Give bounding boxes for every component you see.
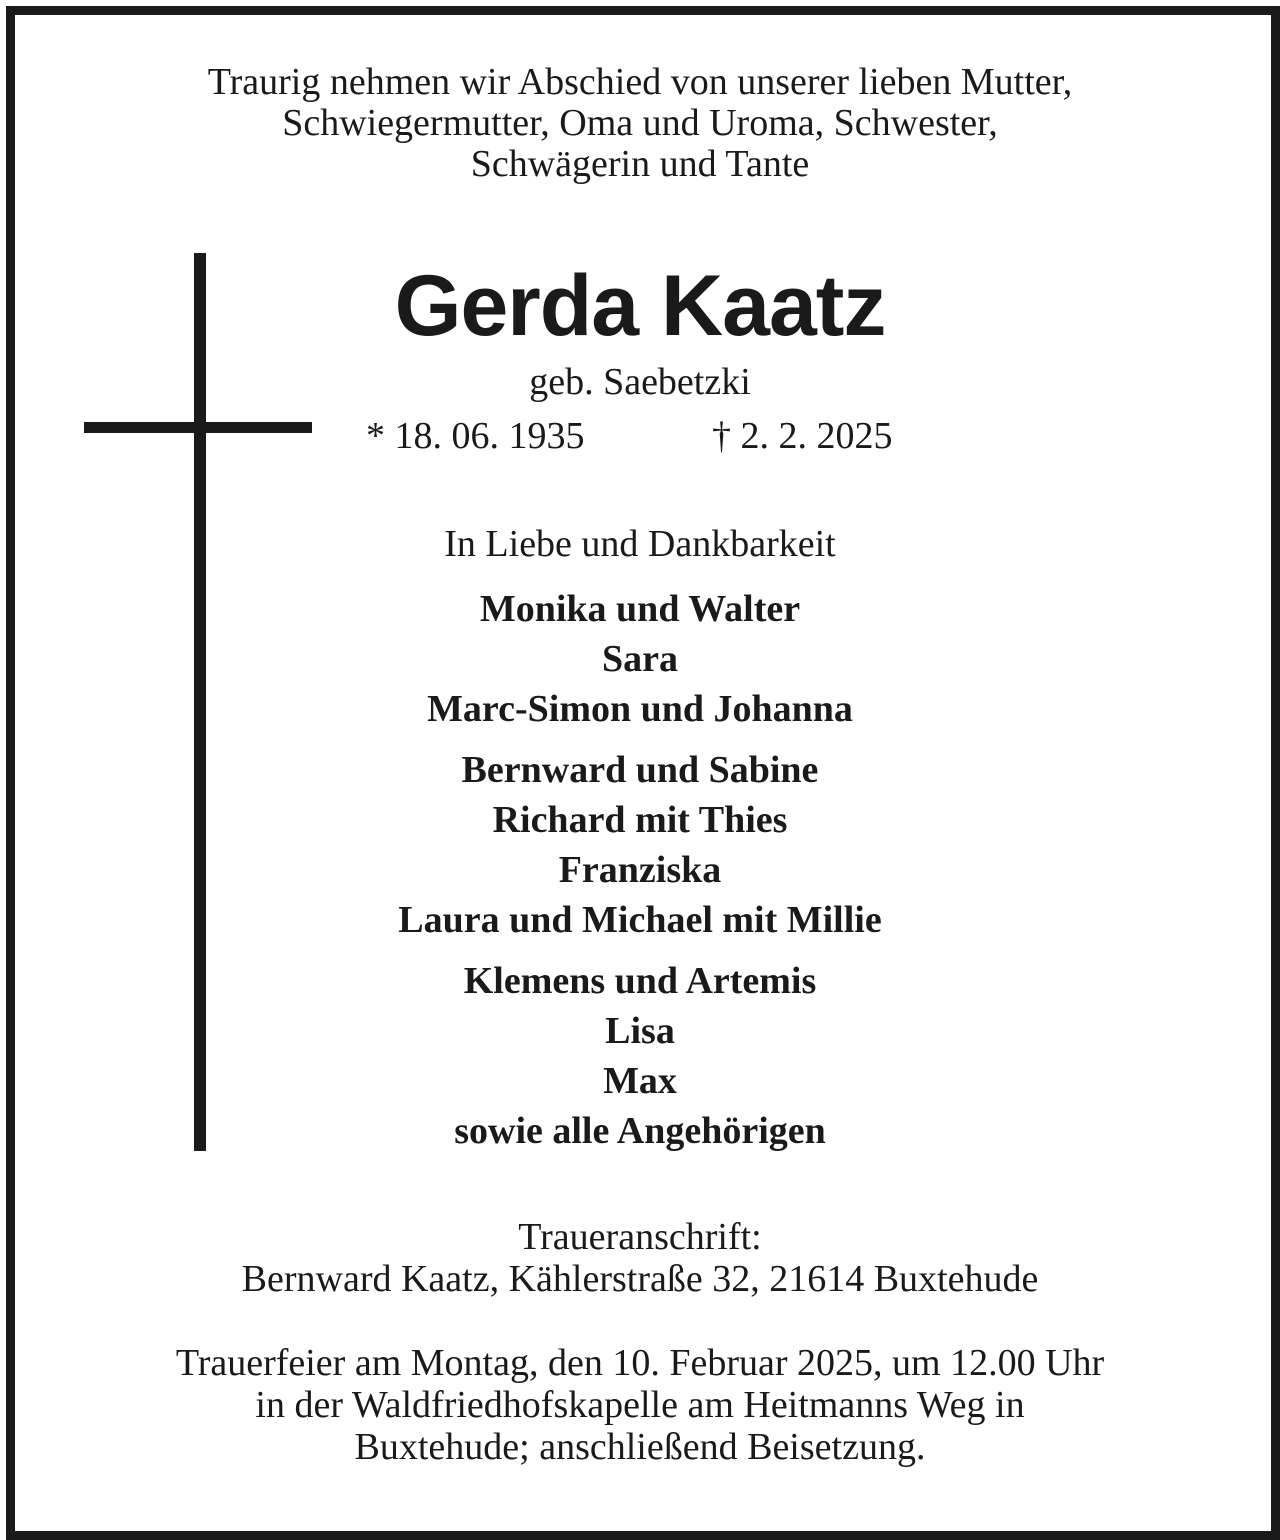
mourner-name: Sara	[602, 638, 678, 680]
mourner-name: Richard mit Thies	[492, 799, 788, 841]
intro-line: Traurig nehmen wir Abschied von unserer lieben Mutter,	[207, 61, 1073, 103]
mourner-name: Max	[603, 1060, 677, 1102]
mourning-address	[0, 1216, 1280, 1300]
mourner-name: Laura und Michael mit Millie	[398, 899, 882, 941]
mourner-list	[0, 584, 1280, 1167]
intro-text	[0, 62, 1280, 185]
mourner-group	[0, 745, 1280, 945]
mourner-name: Franziska	[558, 849, 722, 891]
mourner-name: Bernward und Sabine	[461, 749, 819, 791]
dedication-line: In Liebe und Dankbarkeit	[444, 523, 836, 565]
ceremony-info	[0, 1342, 1280, 1468]
mourner-name: Marc-Simon und Johanna	[427, 688, 853, 730]
ceremony-line: Trauerfeier am Montag, den 10. Februar 2025, um 12.00 Uhr	[175, 1342, 1105, 1384]
birth-date: * 18. 06. 1935	[366, 415, 585, 457]
mourner-group	[0, 584, 1280, 734]
mourner-name: Monika und Walter	[479, 588, 801, 630]
intro-line: Schwiegermutter, Oma und Uroma, Schwester,	[282, 102, 998, 144]
address-value: Bernward Kaatz, Kählerstraße 32, 21614 Buxtehude	[241, 1258, 1039, 1300]
intro-line: Schwägerin und Tante	[470, 143, 810, 185]
mourner-name: sowie alle Angehörigen	[454, 1110, 826, 1152]
cross-icon-crossbar	[84, 422, 312, 433]
mourner-name: Lisa	[605, 1010, 675, 1052]
ceremony-line: in der Waldfriedhofskapelle am Heitmanns Weg in	[255, 1384, 1025, 1426]
deceased-name: Gerda Kaatz	[394, 258, 886, 354]
mourner-name: Klemens und Artemis	[463, 960, 817, 1002]
address-label: Traueranschrift:	[518, 1216, 762, 1258]
mourner-group	[0, 956, 1280, 1156]
ceremony-line: Buxtehude; anschließend Beisetzung.	[354, 1426, 926, 1468]
birth-name: geb. Saebetzki	[529, 361, 751, 403]
death-date: † 2. 2. 2025	[712, 415, 893, 457]
